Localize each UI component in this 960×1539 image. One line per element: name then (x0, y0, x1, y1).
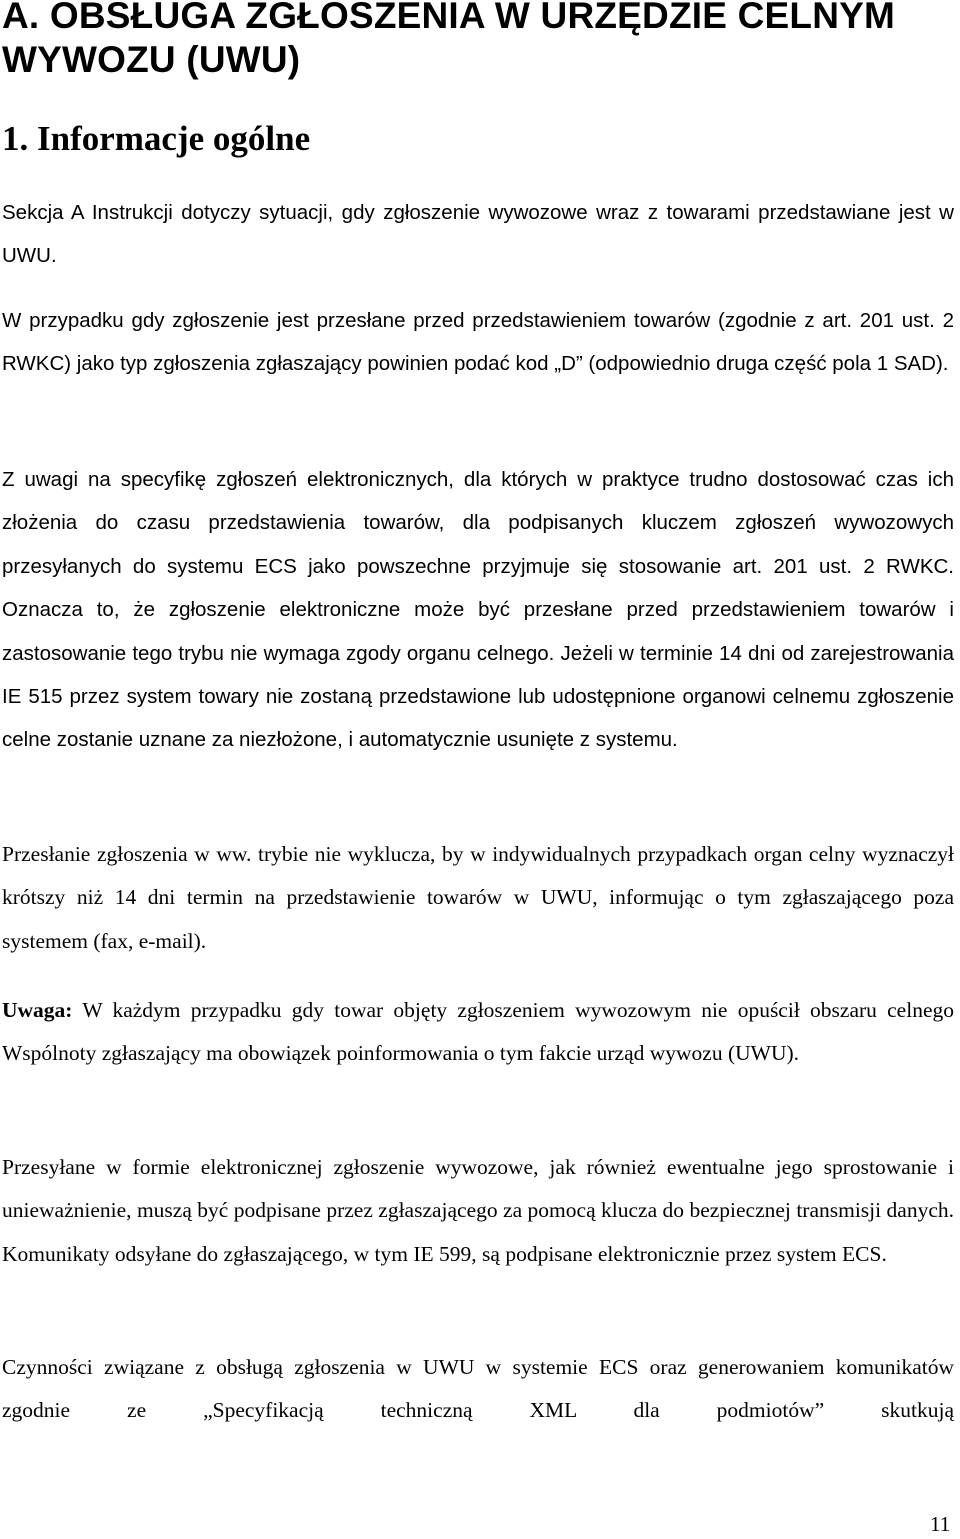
paragraph-procedures: Czynności związane z obsługą zgłoszenia w UWU w systemie ECS oraz generowaniem komunikatów zgodnie ze „Specyfikacją techniczną XML dla podmiotów” skutkują (2, 1355, 954, 1423)
paragraph-electronic-declarations: Z uwagi na specyfikę zgłoszeń elektronicznych, dla których w praktyce trudno dostosować czas ich złożenia do czasu przedstawienia towarów, dla podpisanych kluczem zgłoszeń wywozowych przesyłanych do systemu ECS jako powszechne przyjmuje się stosowanie art. 201 ust. 2 RWKC. Oznacza to, że zgłoszenie elektroniczne może być przesłane przed przedstawieniem towarów i zastosowanie tego trybu nie wymaga zgody organu celnego. Jeżeli w terminie 14 dni od zarejestrowania IE 515 przez system towary nie zostaną przedstawione lub udostępnione organowi celnemu zgłoszenie celne zostanie uznane za niezłożone, i automatycznie usunięte z systemu. (2, 468, 954, 752)
section-heading: 1. Informacje ogólne (2, 119, 311, 158)
note-label: Uwaga: (2, 998, 73, 1022)
paragraph-declaration-code: W przypadku gdy zgłoszenie jest przesłane przed przedstawieniem towarów (zgodnie z art. 201 ust. 2 RWKC) jako typ zgłoszenia zgłaszający powinien podać kod „D” (odpowiednio druga część pola 1 SAD). (2, 309, 954, 376)
page-number: 11 (930, 1512, 951, 1536)
document-title: A. OBSŁUGA ZGŁOSZENIA W URZĘDZIE CELNYM WYWOZU (UWU) (2, 0, 896, 80)
note-text: W każdym przypadku gdy towar objęty zgłoszeniem wywozowym nie opuścił obszaru celnego Wspólnoty zgłaszający ma obowiązek poinformowania o tym fakcie urząd wywozu (UWU). (2, 998, 954, 1066)
paragraph-note (2, 989, 954, 1076)
paragraph-scope: Sekcja A Instrukcji dotyczy sytuacji, gdy zgłoszenie wywozowe wraz z towarami przedstawiane jest w UWU. (2, 201, 954, 268)
paragraph-shorter-deadline: Przesłanie zgłoszenia w ww. trybie nie wyklucza, by w indywidualnych przypadkach organ celny wyznaczył krótszy niż 14 dni termin na przedstawienie towarów w UWU, informując o tym zgłaszającego poza systemem (fax, e-mail). (2, 842, 954, 953)
paragraph-signature: Przesyłane w formie elektronicznej zgłoszenie wywozowe, jak również ewentualne jego sprostowanie i unieważnienie, muszą być podpisane przez zgłaszającego za pomocą klucza do bezpiecznej transmisji danych. Komunikaty odsyłane do zgłaszającego, w tym IE 599, są podpisane elektronicznie przez system ECS. (2, 1155, 954, 1266)
